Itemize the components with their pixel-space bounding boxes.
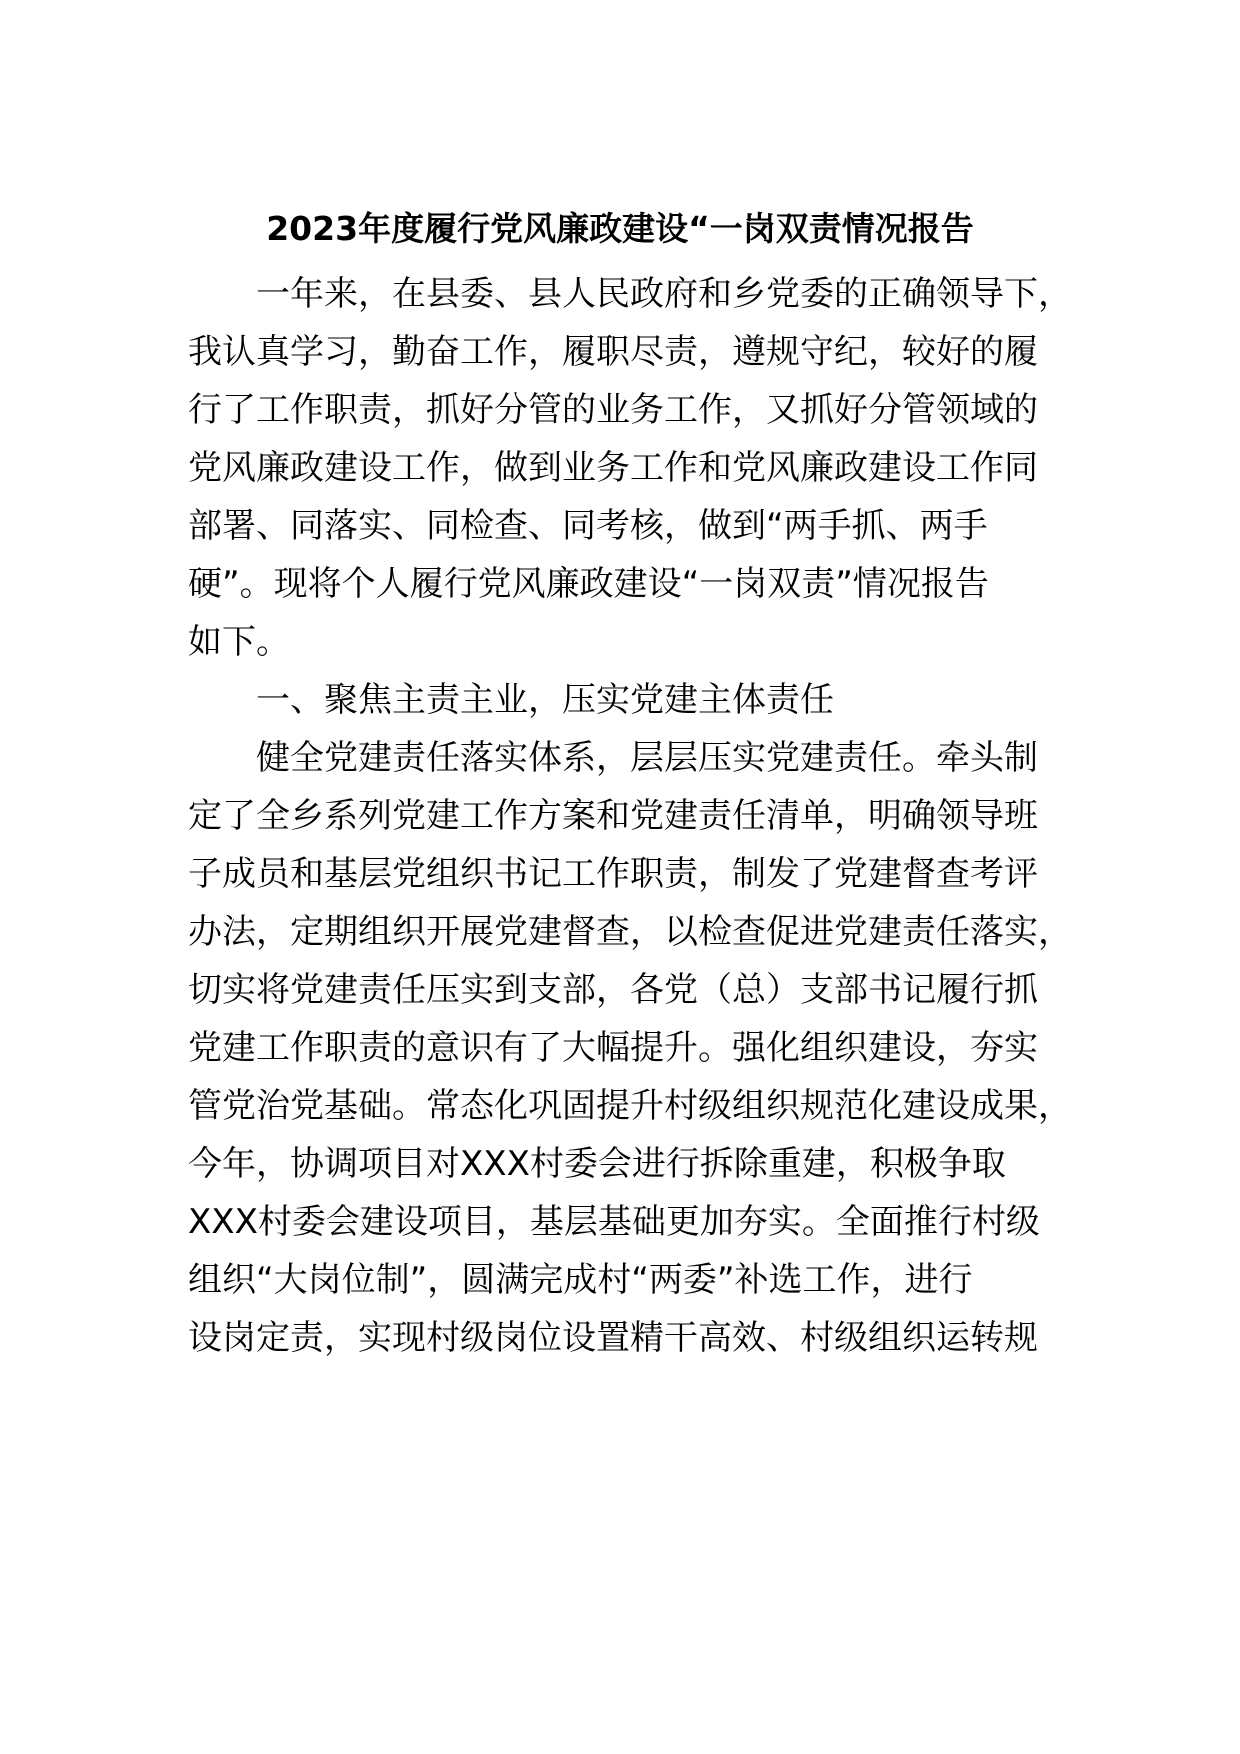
paragraph-line: 管党治党基础。常态化巩固提升村级组织规范化建设成果， <box>188 1086 1072 1126</box>
paragraph-line: 我认真学习，勤奋工作，履职尽责，遵规守纪，较好的履 <box>188 332 1038 372</box>
paragraph-line: 办法，定期组织开展党建督查，以检查促进党建责任落实， <box>188 912 1072 952</box>
paragraph-line: 如下。 <box>188 622 290 662</box>
paragraph-line: 组织“大岗位制”，圆满完成村“两委”补选工作，进行 <box>188 1260 973 1300</box>
paragraph-line: 行了工作职责，抓好分管的业务工作，又抓好分管领域的 <box>188 390 1038 430</box>
document-title: 2023年度履行党风廉政建设“一岗双责情况报告 <box>266 209 974 248</box>
paragraph-line: 设岗定责，实现村级岗位设置精干高效、村级组织运转规 <box>188 1318 1038 1358</box>
paragraph-line: 定了全乡系列党建工作方案和党建责任清单，明确领导班 <box>188 796 1038 836</box>
paragraph-line: 切实将党建责任压实到支部，各党（总）支部书记履行抓 <box>188 970 1038 1010</box>
paragraph-line: 健全党建责任落实体系，层层压实党建责任。牵头制 <box>256 738 1038 778</box>
section-heading: 一、聚焦主责主业，压实党建主体责任 <box>256 680 834 720</box>
paragraph-line: 部署、同落实、同检查、同考核，做到“两手抓、两手 <box>188 506 988 546</box>
paragraph-line: XXX村委会建设项目，基层基础更加夯实。全面推行村级 <box>188 1202 1040 1242</box>
paragraph-line: 子成员和基层党组织书记工作职责，制发了党建督查考评 <box>188 854 1038 894</box>
paragraph-line: 今年，协调项目对XXX村委会进行拆除重建，积极争取 <box>188 1144 1006 1184</box>
paragraph-line: 党风廉政建设工作，做到业务工作和党风廉政建设工作同 <box>188 448 1038 488</box>
paragraph-line: 一年来，在县委、县人民政府和乡党委的正确领导下， <box>256 274 1072 314</box>
paragraph-line: 党建工作职责的意识有了大幅提升。强化组织建设，夯实 <box>188 1028 1038 1068</box>
paragraph-line: 硬”。现将个人履行党风廉政建设“一岗双责”情况报告 <box>188 564 989 604</box>
